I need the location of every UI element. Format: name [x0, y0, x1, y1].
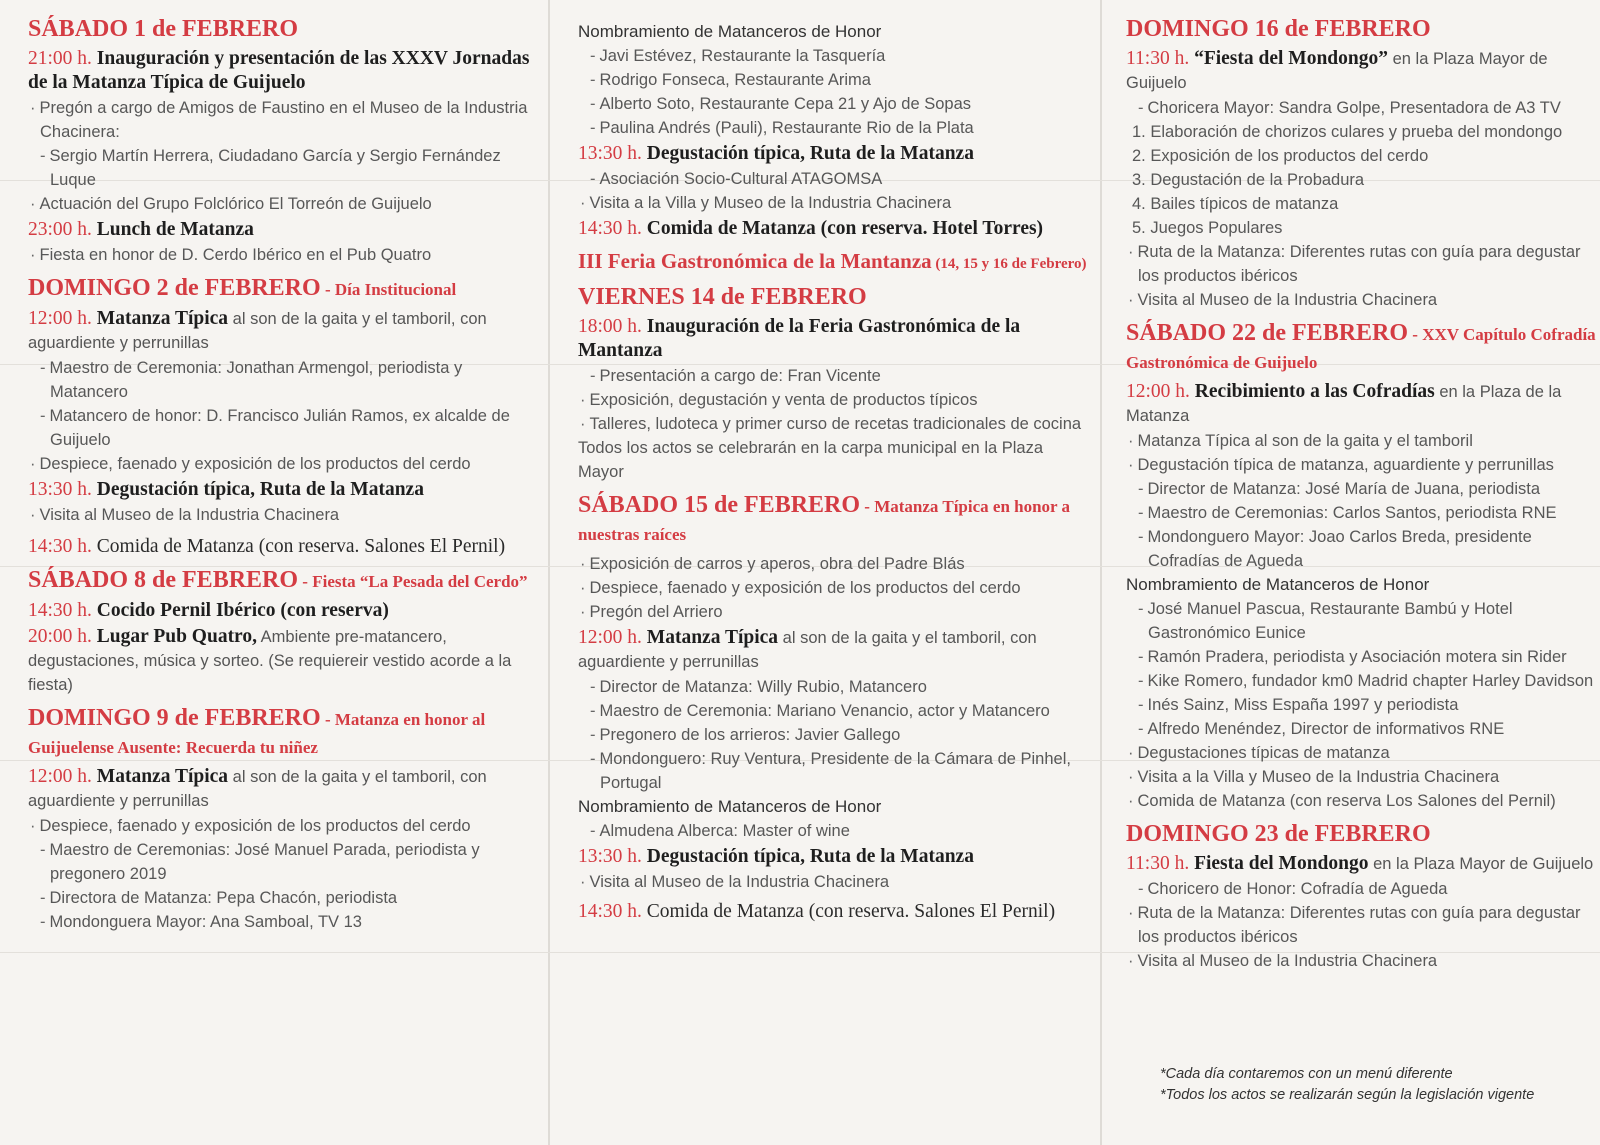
day-heading: DOMINGO 23 de FEBRERO: [1126, 821, 1431, 847]
list-item: · Visita al Museo de la Industria Chacinera: [1126, 949, 1596, 973]
sub-item: - Maestro de Ceremonias: Carlos Santos, periodista RNE: [1126, 501, 1596, 525]
list-item: · Pregón del Arriero: [578, 600, 1088, 624]
sub-item: - Paulina Andrés (Pauli), Restaurante Rio de la Plata: [578, 116, 1088, 140]
event: 13:30 h. Degustación típica, Ruta de la Matanza: [28, 479, 424, 500]
list-item: · Degustación típica de matanza, aguardiente y perrunillas: [1126, 453, 1596, 477]
event: 14:30 h. Comida de Matanza (con reserva. Salones El Pernil): [28, 536, 506, 557]
fold-line: [1100, 0, 1102, 1145]
sub-item: - José Manuel Pascua, Restaurante Bambú y Hotel Gastronómico Eunice: [1126, 597, 1596, 645]
sub-item: - Choricera Mayor: Sandra Golpe, Presentadora de A3 TV: [1126, 96, 1596, 120]
list-item: · Despiece, faenado y exposición de los productos del cerdo: [578, 576, 1088, 600]
sub-item: - Rodrigo Fonseca, Restaurante Arima: [578, 68, 1088, 92]
numbered-item: 5. Juegos Populares: [1132, 219, 1283, 237]
list-item: · Matanza Típica al son de la gaita y el tamboril: [1126, 429, 1596, 453]
numbered-item: 2. Exposición de los productos del cerdo: [1132, 147, 1429, 165]
list-item: · Visita al Museo de la Industria Chacinera: [1126, 288, 1596, 312]
list-item: · Comida de Matanza (con reserva Los Salones del Pernil): [1126, 789, 1596, 813]
sub-item: - Mondonguero: Ruy Ventura, Presidente de la Cámara de Pinhel, Portugal: [578, 747, 1088, 795]
sub-item: - Alfredo Menéndez, Director de informativos RNE: [1126, 717, 1596, 741]
event: 14:30 h. Cocido Pernil Ibérico (con reserva): [28, 600, 389, 621]
event: 14:30 h. Comida de Matanza (con reserva. Hotel Torres): [578, 218, 1044, 239]
note-text: Todos los actos se celebrarán en la carpa municipal en la Plaza Mayor: [578, 439, 1044, 481]
list-item: · Ruta de la Matanza: Diferentes rutas con guía para degustar los productos ibéricos: [1126, 901, 1596, 949]
day-heading: DOMINGO 2 de FEBRERO - Día Institucional: [28, 275, 457, 301]
sub-item: - Ramón Pradera, periodista y Asociación motera sin Rider: [1126, 645, 1596, 669]
fold-line: [548, 0, 550, 1145]
day-heading: SÁBADO 1 de FEBRERO: [28, 16, 299, 42]
sub-item: - Kike Romero, fundador km0 Madrid chapter Harley Davidson: [1126, 669, 1596, 693]
sub-item: - Choricero de Honor: Cofradía de Agueda: [1126, 877, 1596, 901]
list-item: · Talleres, ludoteca y primer curso de recetas tradicionales de cocina: [578, 412, 1088, 436]
list-item: · Visita al Museo de la Industria Chacinera: [578, 870, 1088, 894]
list-item: · Ruta de la Matanza: Diferentes rutas con guía para degustar los productos ibéricos: [1126, 240, 1596, 288]
list-item: · Pregón a cargo de Amigos de Faustino en el Museo de la Industria Chacinera:: [28, 96, 540, 144]
list-item: · Degustaciones típicas de matanza: [1126, 741, 1596, 765]
numbered-item: 1. Elaboración de chorizos culares y prueba del mondongo: [1132, 123, 1563, 141]
event: 21:00 h. Inauguración y presentación de las XXXV Jornadas de la Matanza Típica de Guijuelo: [28, 48, 530, 93]
event: 12:00 h. Matanza Típica al son de la gaita y el tamboril, con aguardiente y perrunillas: [28, 308, 487, 352]
column-left: [28, 14, 540, 934]
sub-item: - Alberto Soto, Restaurante Cepa 21 y Ajo de Sopas: [578, 92, 1088, 116]
sub-item: - Director de Matanza: José María de Juana, periodista: [1126, 477, 1596, 501]
sub-item: - Maestro de Ceremonia: Jonathan Armengol, periodista y Matancero: [28, 356, 540, 404]
list-item: · Despiece, faenado y exposición de los productos del cerdo: [28, 452, 540, 476]
feria-heading: III Feria Gastronómica de la Mantanza (14, 15 y 16 de Febrero): [578, 249, 1087, 273]
day-heading: SÁBADO 22 de FEBRERO - XXV Capítulo Cofradía Gastronómica de Guijuelo: [1126, 320, 1596, 372]
sub-item: - Inés Sainz, Miss España 1997 y periodista: [1126, 693, 1596, 717]
list-item: · Fiesta en honor de D. Cerdo Ibérico en el Pub Quatro: [28, 243, 540, 267]
section-label: Nombramiento de Matanceros de Honor: [1126, 575, 1430, 594]
list-item: · Despiece, faenado y exposición de los productos del cerdo: [28, 814, 540, 838]
day-heading: DOMINGO 9 de FEBRERO - Matanza en honor al Guijuelense Ausente: Recuerda tu niñez: [28, 705, 486, 757]
sub-item: - Asociación Socio-Cultural ATAGOMSA: [578, 167, 1088, 191]
sub-item: - Maestro de Ceremonias: José Manuel Parada, periodista y pregonero 2019: [28, 838, 540, 886]
event: 18:00 h. Inauguración de la Feria Gastronómica de la Mantanza: [578, 316, 1021, 361]
sub-item: - Maestro de Ceremonia: Mariano Venancio, actor y Matancero: [578, 699, 1088, 723]
day-heading: SÁBADO 15 de FEBRERO - Matanza Típica en honor a nuestras raíces: [578, 492, 1071, 544]
section-label: Nombramiento de Matanceros de Honor: [578, 22, 882, 41]
event: 14:30 h. Comida de Matanza (con reserva. Salones El Pernil): [578, 901, 1056, 922]
event: 13:30 h. Degustación típica, Ruta de la Matanza: [578, 846, 974, 867]
sub-item: - Directora de Matanza: Pepa Chacón, periodista: [28, 886, 540, 910]
day-heading: SÁBADO 8 de FEBRERO - Fiesta “La Pesada del Cerdo”: [28, 567, 528, 593]
day-heading: VIERNES 14 de FEBRERO: [578, 284, 867, 310]
event: 11:30 h. “Fiesta del Mondongo” en la Plaza Mayor de Guijuelo: [1126, 48, 1548, 92]
event: 12:00 h. Recibimiento a las Cofradías en la Plaza de la Matanza: [1126, 381, 1562, 425]
sub-item: - Sergio Martín Herrera, Ciudadano García y Sergio Fernández Luque: [28, 144, 540, 192]
list-item: · Exposición, degustación y venta de productos típicos: [578, 388, 1088, 412]
column-middle: [578, 14, 1088, 925]
list-item: · Actuación del Grupo Folclórico El Torreón de Guijuelo: [28, 192, 540, 216]
event: 13:30 h. Degustación típica, Ruta de la Matanza: [578, 143, 974, 164]
day-heading: DOMINGO 16 de FEBRERO: [1126, 16, 1431, 42]
list-item: · Exposición de carros y aperos, obra del Padre Blás: [578, 552, 1088, 576]
sub-item: - Pregonero de los arrieros: Javier Gallego: [578, 723, 1088, 747]
list-item: · Visita a la Villa y Museo de la Industria Chacinera: [578, 191, 1088, 215]
sub-item: - Matancero de honor: D. Francisco Julián Ramos, ex alcalde de Guijuelo: [28, 404, 540, 452]
event: 11:30 h. Fiesta del Mondongo en la Plaza Mayor de Guijuelo: [1126, 853, 1594, 874]
list-item: · Visita al Museo de la Industria Chacinera: [28, 503, 540, 527]
numbered-item: 4. Bailes típicos de matanza: [1132, 195, 1339, 213]
numbered-item: 3. Degustación de la Probadura: [1132, 171, 1365, 189]
event: 20:00 h. Lugar Pub Quatro, Ambiente pre-matancero, degustaciones, música y sorteo. (Se requiereir vestido acorde a la fiesta): [28, 626, 512, 694]
column-right: [1126, 14, 1596, 973]
sub-item: - Javi Estévez, Restaurante la Tasquería: [578, 44, 1088, 68]
event: 23:00 h. Lunch de Matanza: [28, 219, 254, 240]
sub-item: - Mondonguero Mayor: Joao Carlos Breda, presidente Cofradías de Agueda: [1126, 525, 1596, 573]
sub-item: - Almudena Alberca: Master of wine: [578, 819, 1088, 843]
footnote: *Todos los actos se realizarán según la legislación vigente: [1160, 1087, 1535, 1103]
sub-item: - Presentación a cargo de: Fran Vicente: [578, 364, 1088, 388]
list-item: · Visita a la Villa y Museo de la Industria Chacinera: [1126, 765, 1596, 789]
event: 12:00 h. Matanza Típica al son de la gaita y el tamboril, con aguardiente y perrunillas: [28, 766, 487, 810]
footnote: *Cada día contaremos con un menú diferente: [1160, 1066, 1453, 1082]
footnotes: [1160, 1064, 1590, 1106]
section-label: Nombramiento de Matanceros de Honor: [578, 797, 882, 816]
event: 12:00 h. Matanza Típica al son de la gaita y el tamboril, con aguardiente y perrunillas: [578, 627, 1037, 671]
sub-item: - Director de Matanza: Willy Rubio, Matancero: [578, 675, 1088, 699]
sub-item: - Mondonguera Mayor: Ana Samboal, TV 13: [28, 910, 540, 934]
